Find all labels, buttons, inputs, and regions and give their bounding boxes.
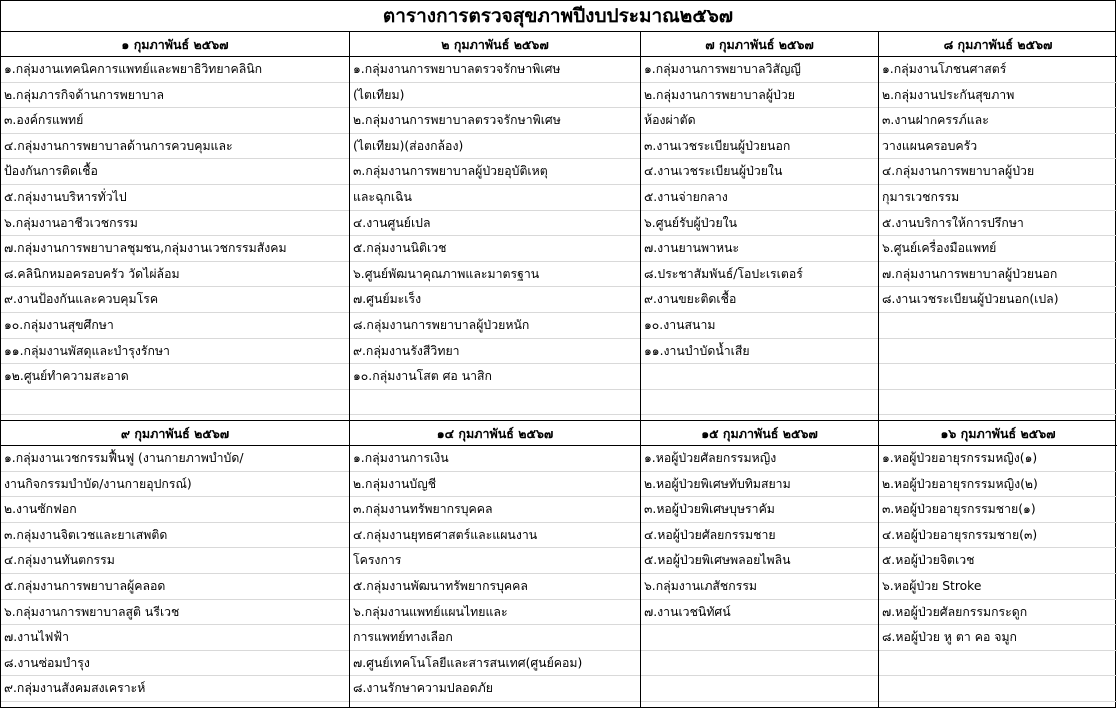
- department-row: ๒.หอผู้ป่วยอายุรกรรมหญิง(๒): [879, 472, 1117, 498]
- department-row: ๑.กลุ่มงานโภชนศาสตร์: [879, 57, 1117, 83]
- department-list: [641, 446, 878, 702]
- column-date-header: ๑ กุมภาพันธ์ ๒๕๖๗: [1, 32, 349, 57]
- department-row: ๕.กลุ่มงานบริหารทั่วไป: [1, 185, 349, 211]
- department-row: วางแผนครอบครัว: [879, 134, 1117, 160]
- department-row: ๑๑.งานบำบัดน้ำเสีย: [641, 339, 878, 365]
- department-row: ๘.กลุ่มงานการพยาบาลผู้ป่วยหนัก: [350, 313, 640, 339]
- department-row: ๘.คลินิกหมอครอบครัว วัดไผ่ล้อม: [1, 262, 349, 288]
- department-row: ๘.งานซ่อมบำรุง: [1, 651, 349, 677]
- department-row: ๔.กลุ่มงานทันตกรรม: [1, 548, 349, 574]
- column-date-header: ๘ กุมภาพันธ์ ๒๕๖๗: [879, 32, 1117, 57]
- column-date-header: ๑๖ กุมภาพันธ์ ๒๕๖๗: [879, 421, 1117, 446]
- date-column: [641, 421, 879, 708]
- department-row: ๘.งานเวชระเบียนผู้ป่วยนอก(เปล): [879, 287, 1117, 313]
- department-list: [1, 446, 349, 702]
- department-row: งานกิจกรรมบำบัด/งานกายอุปกรณ์): [1, 472, 349, 498]
- department-row: ๒.งานซักฟอก: [1, 497, 349, 523]
- department-row: ๖.กลุ่มงานอาชีวเวชกรรม: [1, 211, 349, 237]
- date-column: [641, 32, 879, 420]
- column-date-header: ๑๔ กุมภาพันธ์ ๒๕๖๗: [350, 421, 640, 446]
- department-row: ๙.งานขยะติดเชื้อ: [641, 287, 878, 313]
- department-row: [1, 390, 349, 416]
- department-row: ๓.งานเวชระเบียนผู้ป่วยนอก: [641, 134, 878, 160]
- department-row: [641, 625, 878, 651]
- department-row: [879, 364, 1117, 390]
- department-row: [879, 390, 1117, 416]
- department-row: ๒.กลุ่มงานการพยาบาลผู้ป่วย: [641, 83, 878, 109]
- department-row: ๔.หอผู้ป่วยศัลยกรรมชาย: [641, 523, 878, 549]
- department-row: ๓.งานฝากครรภ์และ: [879, 108, 1117, 134]
- department-row: [350, 390, 640, 416]
- department-row: ๘.ประชาสัมพันธ์/โอปะเรเตอร์: [641, 262, 878, 288]
- department-row: ๑.กลุ่มงานเทคนิคการแพทย์และพยาธิวิทยาคลินิก: [1, 57, 349, 83]
- department-row: ๖.ศูนย์เครื่องมือแพทย์: [879, 236, 1117, 262]
- department-row: ๑.หอผู้ป่วยอายุรกรรมหญิง(๑): [879, 446, 1117, 472]
- department-row: ๙.กลุ่มงานรังสีวิทยา: [350, 339, 640, 365]
- department-row: ป้องกันการติดเชื้อ: [1, 159, 349, 185]
- department-row: [641, 651, 878, 677]
- department-row: ห้องผ่าตัด: [641, 108, 878, 134]
- department-row: ๑๒.ศูนย์ทำความสะอาด: [1, 364, 349, 390]
- department-row: ๖.กลุ่มงานแพทย์แผนไทยและ: [350, 600, 640, 626]
- department-row: [879, 339, 1117, 365]
- department-row: กุมารเวชกรรม: [879, 185, 1117, 211]
- sheet-title: ตารางการตรวจสุขภาพปีงบประมาณ๒๕๖๗: [1, 1, 1115, 32]
- department-row: ๒.กลุ่มงานประกันสุขภาพ: [879, 83, 1117, 109]
- department-row: การแพทย์ทางเลือก: [350, 625, 640, 651]
- department-row: ๓.หอผู้ป่วยพิเศษบุษราคัม: [641, 497, 878, 523]
- department-row: ๒.กลุ่มภารกิจด้านการพยาบาล: [1, 83, 349, 109]
- department-row: ๖.หอผู้ป่วย Stroke: [879, 574, 1117, 600]
- department-row: ๑.กลุ่มงานการเงิน: [350, 446, 640, 472]
- department-row: ๖.ศูนย์พัฒนาคุณภาพและมาตรฐาน: [350, 262, 640, 288]
- department-row: ๗.งานยานพาหนะ: [641, 236, 878, 262]
- department-row: ๙.งานป้องกันและควบคุมโรค: [1, 287, 349, 313]
- department-list: [1, 57, 349, 415]
- department-row: ๖.ศูนย์รับผู้ป่วยใน: [641, 211, 878, 237]
- department-row: ๒.หอผู้ป่วยพิเศษทับทิมสยาม: [641, 472, 878, 498]
- department-row: ๓.กลุ่มงานทรัพยากรบุคคล: [350, 497, 640, 523]
- department-row: ๕.หอผู้ป่วยพิเศษพลอยไพลิน: [641, 548, 878, 574]
- department-row: ๔.กลุ่มงานการพยาบาลผู้ป่วย: [879, 159, 1117, 185]
- department-row: โครงการ: [350, 548, 640, 574]
- department-row: ๗.หอผู้ป่วยศัลยกรรมกระดูก: [879, 600, 1117, 626]
- department-row: (ไตเทียม)(ส่องกล้อง): [350, 134, 640, 160]
- department-row: ๕.กลุ่มงานการพยาบาลผู้คลอด: [1, 574, 349, 600]
- department-row: ๑.กลุ่มงานเวชกรรมฟื้นฟู (งานกายภาพบำบัด/: [1, 446, 349, 472]
- department-list: [641, 57, 878, 415]
- department-row: ๓.กลุ่มงานจิตเวชและยาเสพติด: [1, 523, 349, 549]
- department-row: [879, 651, 1117, 677]
- department-row: และฉุกเฉิน: [350, 185, 640, 211]
- department-row: ๗.ศูนย์เทคโนโลยีและสารสนเทศ(ศูนย์คอม): [350, 651, 640, 677]
- department-row: (ไตเทียม): [350, 83, 640, 109]
- department-row: ๙.กลุ่มงานสังคมสงเคราะห์: [1, 676, 349, 702]
- column-date-header: ๗ กุมภาพันธ์ ๒๕๖๗: [641, 32, 878, 57]
- department-row: ๗.งานไฟฟ้า: [1, 625, 349, 651]
- department-row: [641, 676, 878, 702]
- department-row: ๕.กลุ่มงานนิติเวช: [350, 236, 640, 262]
- schedule-grid: [1, 32, 1115, 708]
- schedule-block-top: [1, 32, 1115, 421]
- department-row: ๑๐.กลุ่มงานโสต ศอ นาสิก: [350, 364, 640, 390]
- department-row: [641, 364, 878, 390]
- department-row: ๕.หอผู้ป่วยจิตเวช: [879, 548, 1117, 574]
- department-list: [350, 57, 640, 415]
- department-row: ๘.หอผู้ป่วย หู ตา คอ จมูก: [879, 625, 1117, 651]
- department-row: ๑๑.กลุ่มงานพัสดุและบำรุงรักษา: [1, 339, 349, 365]
- date-column: [879, 32, 1117, 420]
- department-row: ๗.กลุ่มงานการพยาบาลผู้ป่วยนอก: [879, 262, 1117, 288]
- department-row: ๓.หอผู้ป่วยอายุรกรรมชาย(๑): [879, 497, 1117, 523]
- date-column: [350, 32, 641, 420]
- department-row: ๕.กลุ่มงานพัฒนาทรัพยากรบุคคล: [350, 574, 640, 600]
- department-row: ๑๐.งานสนาม: [641, 313, 878, 339]
- department-row: ๒.กลุ่มงานบัญชี: [350, 472, 640, 498]
- department-list: [879, 57, 1117, 415]
- department-row: ๔.งานศูนย์เปล: [350, 211, 640, 237]
- department-row: ๑.หอผู้ป่วยศัลยกรรมหญิง: [641, 446, 878, 472]
- department-row: ๒.กลุ่มงานการพยาบาลตรวจรักษาพิเศษ: [350, 108, 640, 134]
- column-date-header: ๒ กุมภาพันธ์ ๒๕๖๗: [350, 32, 640, 57]
- department-row: ๑๐.กลุ่มงานสุขศึกษา: [1, 313, 349, 339]
- department-row: [879, 676, 1117, 702]
- department-row: ๓.กลุ่มงานการพยาบาลผู้ป่วยอุบัติเหตุ: [350, 159, 640, 185]
- department-row: ๖.กลุ่มงานเภสัชกรรม: [641, 574, 878, 600]
- department-row: ๘.งานรักษาความปลอดภัย: [350, 676, 640, 702]
- date-column: [1, 421, 350, 708]
- date-column: [350, 421, 641, 708]
- department-row: ๕.งานบริการให้การปรึกษา: [879, 211, 1117, 237]
- department-row: ๗.กลุ่มงานการพยาบาลชุมชน,กลุ่มงานเวชกรรมสังคม: [1, 236, 349, 262]
- department-row: ๔.กลุ่มงานยุทธศาสตร์และแผนงาน: [350, 523, 640, 549]
- department-row: ๔.หอผู้ป่วยอายุรกรรมชาย(๓): [879, 523, 1117, 549]
- department-row: [879, 313, 1117, 339]
- date-column: [879, 421, 1117, 708]
- department-list: [350, 446, 640, 702]
- department-row: ๗.งานเวชนิทัศน์: [641, 600, 878, 626]
- date-column: [1, 32, 350, 420]
- department-row: ๗.ศูนย์มะเร็ง: [350, 287, 640, 313]
- department-row: ๓.องค์กรแพทย์: [1, 108, 349, 134]
- department-row: ๔.งานเวชระเบียนผู้ป่วยใน: [641, 159, 878, 185]
- column-date-header: ๑๕ กุมภาพันธ์ ๒๕๖๗: [641, 421, 878, 446]
- column-date-header: ๙ กุมภาพันธ์ ๒๕๖๗: [1, 421, 349, 446]
- department-row: ๕.งานจ่ายกลาง: [641, 185, 878, 211]
- department-list: [879, 446, 1117, 702]
- department-row: ๖.กลุ่มงานการพยาบาลสูติ นรีเวช: [1, 600, 349, 626]
- department-row: ๔.กลุ่มงานการพยาบาลด้านการควบคุมและ: [1, 134, 349, 160]
- department-row: [641, 390, 878, 416]
- schedule-block-bottom: [1, 421, 1115, 708]
- department-row: ๑.กลุ่มงานการพยาบาลตรวจรักษาพิเศษ: [350, 57, 640, 83]
- department-row: ๑.กลุ่มงานการพยาบาลวิสัญญี: [641, 57, 878, 83]
